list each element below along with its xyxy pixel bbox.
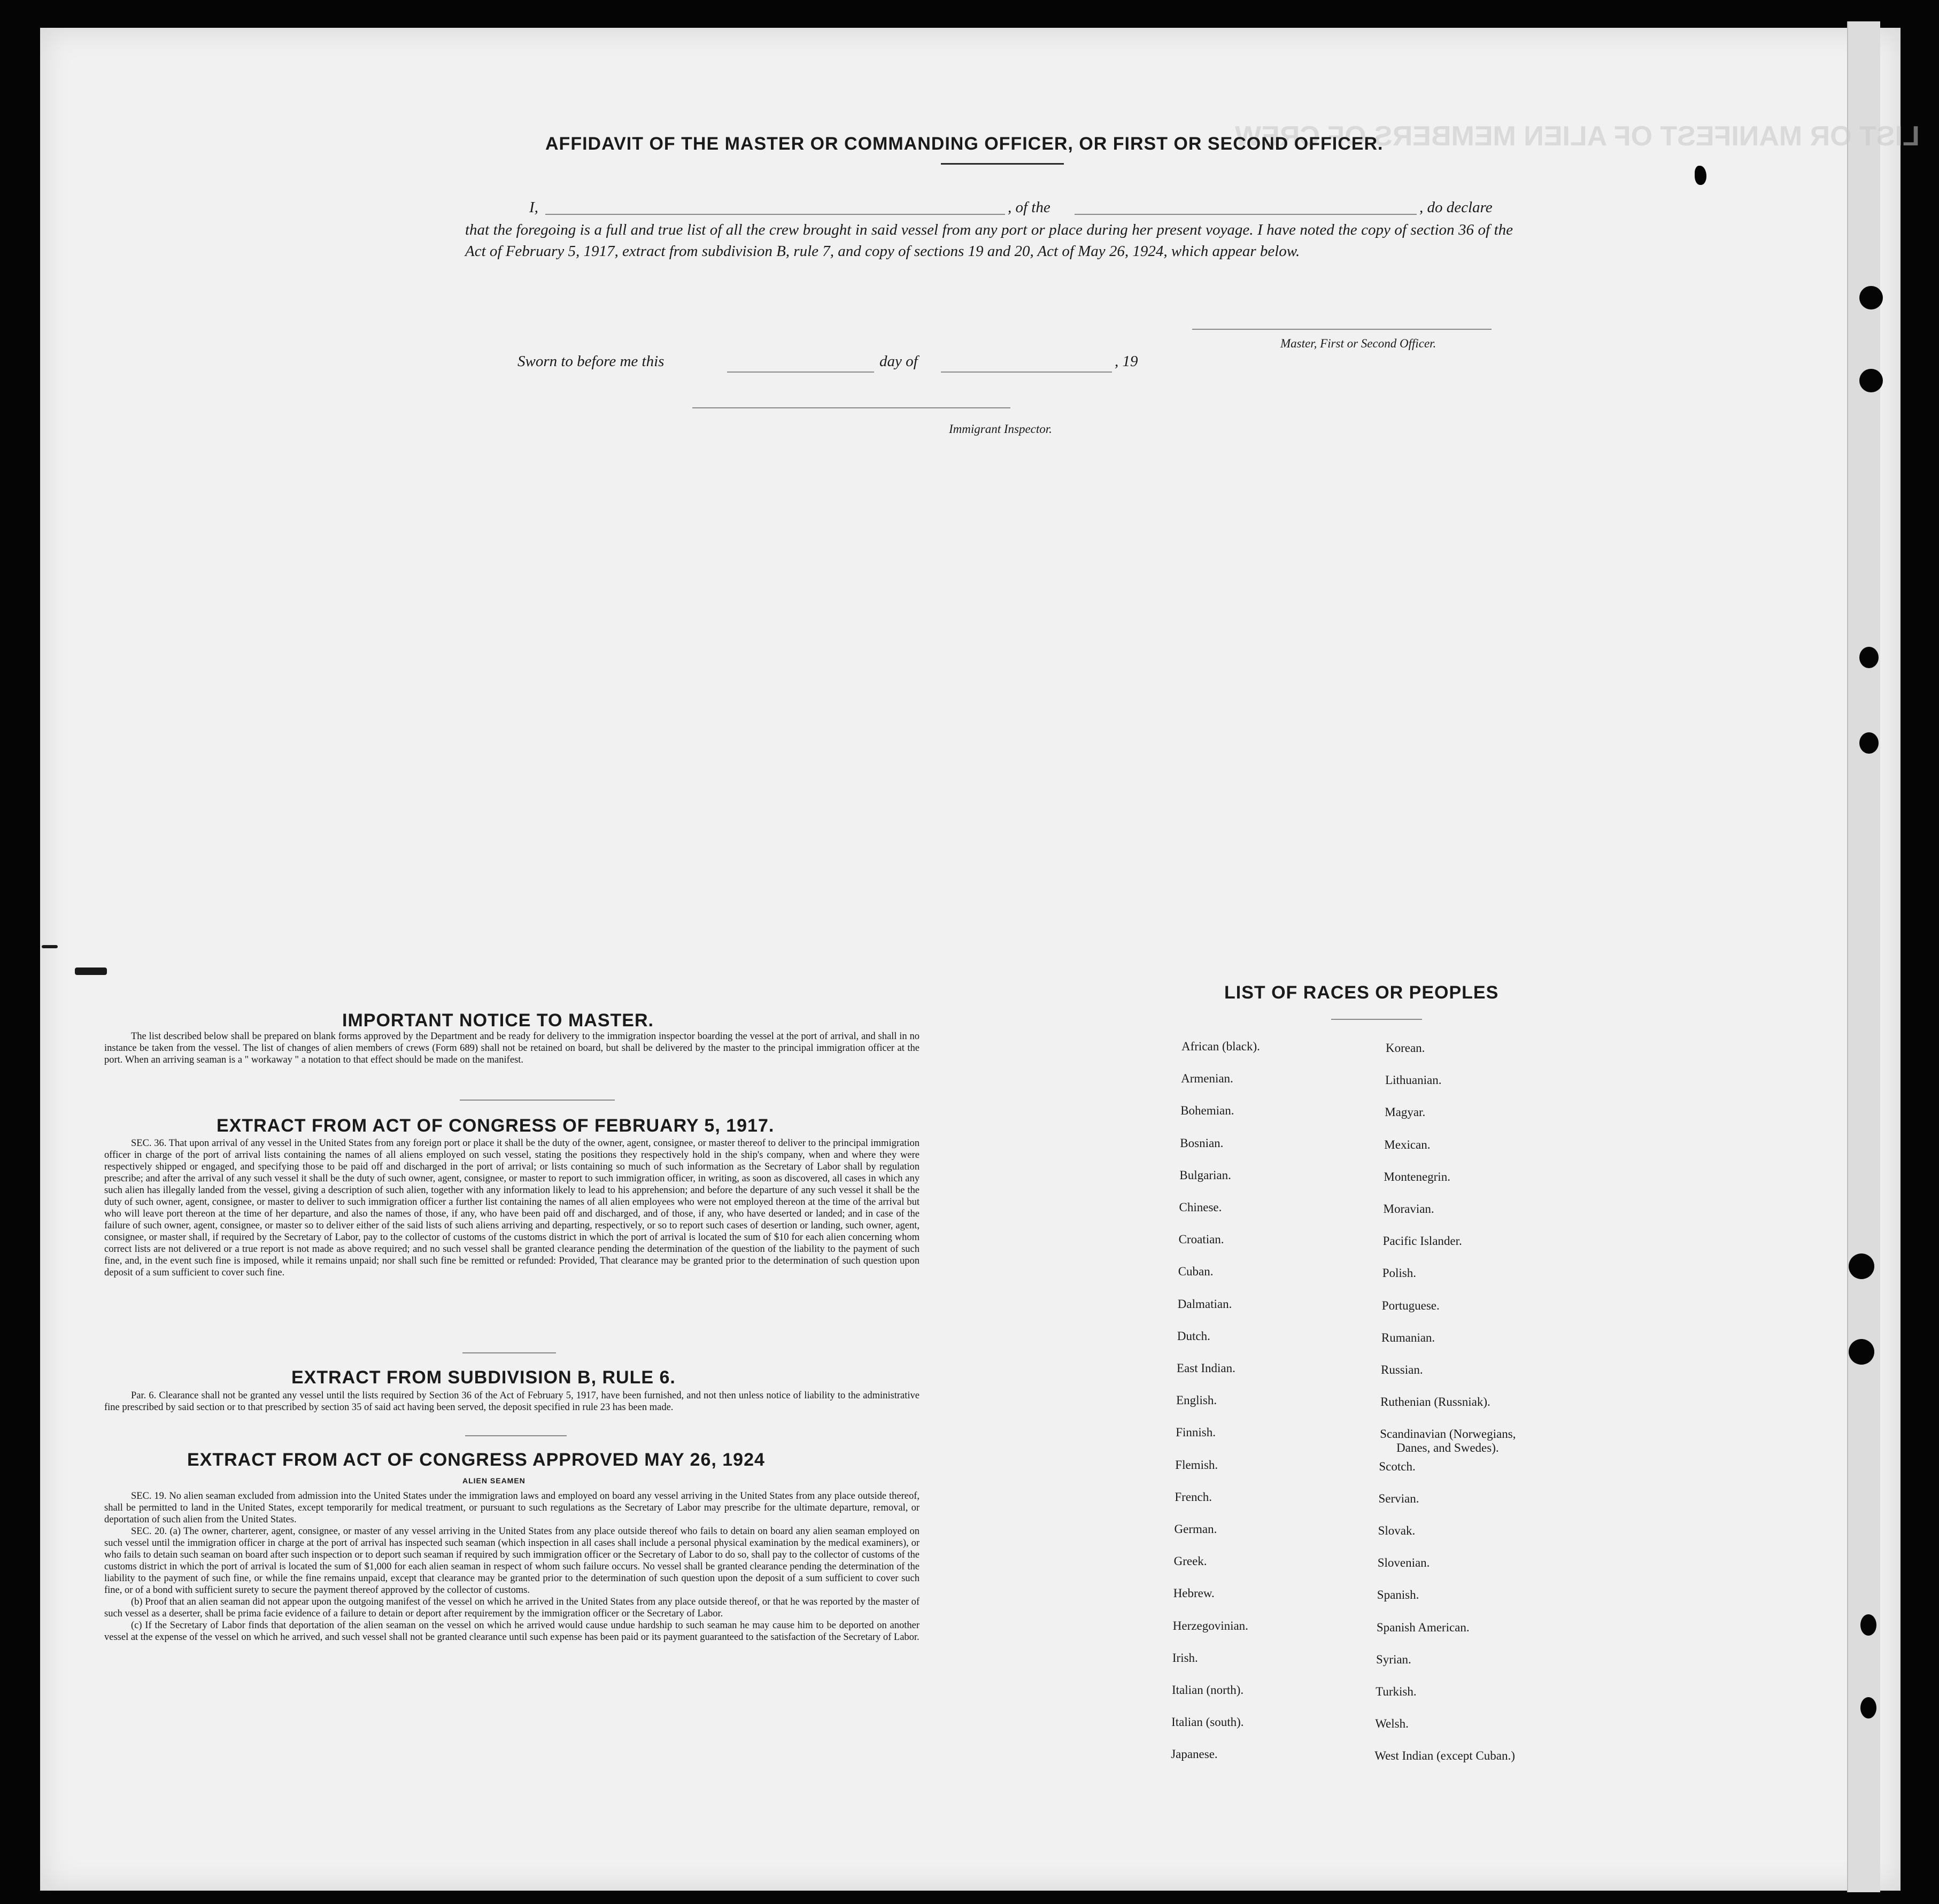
race-right-item: Korean. [1386, 1041, 1425, 1055]
affidavit-of-the-label: , of the [1008, 199, 1050, 216]
punch-hole [1849, 1339, 1874, 1365]
name-blank [545, 214, 1005, 215]
race-right-item: Ruthenian (Russniak). [1380, 1395, 1490, 1409]
sworn-day-blank [727, 371, 874, 373]
race-right-item: Pacific Islander. [1382, 1234, 1462, 1248]
punch-hole [1859, 369, 1883, 392]
notice-paragraph: The list described below shall be prepared on blank forms approved by the Department and be ready for delivery to the immigration inspector boarding the vessel at the port of arrival, and shall in no instance be taken from the vessel. The list of changes of alien members of crews (Form 689) shall not be retained on board, but shall be delivered by the master to the principal immigration officer at the port. When an arriving seaman is a " workaway " a notation to that effect should be made on the manifest. [104, 1031, 920, 1065]
affidavit-title: AFFIDAVIT OF THE MASTER OR COMMANDING OFFICER, OR FIRST OR SECOND OFFICER. [545, 134, 1384, 154]
race-right-item: Syrian. [1376, 1652, 1411, 1666]
vessel-blank [1075, 214, 1417, 215]
section-20c-paragraph: (c) If the Secretary of Labor finds that deportation of the alien seaman on the vessel on which he arrived would cause undue hardship to such seaman he may cause him to be deported on another vessel at the expense of the vessel on which he arrived, and such vessel shall not be granted clearance until such expense has been paid or its payment guaranteed to the satisfaction of the Secretary of Labor. [104, 1620, 920, 1643]
section-20a-paragraph: SEC. 20. (a) The owner, charterer, agent, consignee, or master of any vessel arriving in the United States from any place outside thereof who fails to detain on board any alien seaman employed on such vessel until the immigration officer in charge at the port of arrival has inspected such seaman (which inspection in all cases shall include a personal physical examination by the medical examiners), or who fails to detain such seaman on board after such inspection or to deport such seaman if required by such immigration officer or the Secretary of Labor to do so, shall pay to the collector of customs of the customs district in which the port of arrival is located the sum of $1,000 for each alien seaman in respect of whom such failure occurs. No vessel shall be granted clearance pending the determination of the liability to the payment of such fine, or while the fine remains unpaid, except that clearance may be granted prior to the determination of such question upon the deposit of a sum sufficient to cover such fine, or of a bond with sufficient surety to secure the payment thereof approved by the collector of customs. [104, 1526, 920, 1596]
race-left-item: Flemish. [1175, 1458, 1218, 1472]
ink-mark [42, 945, 58, 948]
race-right-item: Moravian. [1383, 1202, 1434, 1216]
race-right-item: Slovenian. [1377, 1556, 1430, 1570]
extract-1924-title: EXTRACT FROM ACT OF CONGRESS APPROVED MAY 26, 1924 [187, 1450, 765, 1470]
races-title: LIST OF RACES OR PEOPLES [1224, 982, 1499, 1003]
race-left-item: Bulgarian. [1179, 1168, 1231, 1182]
section-divider [460, 1100, 615, 1101]
race-right-item: Slovak. [1378, 1524, 1416, 1537]
extract-rule6-title: EXTRACT FROM SUBDIVISION B, RULE 6. [291, 1367, 676, 1388]
race-right-item: Russian. [1381, 1363, 1423, 1376]
race-left-item: Chinese. [1179, 1201, 1222, 1214]
race-right-item: Magyar. [1385, 1105, 1426, 1119]
race-right-item: Scandinavian (Norwegians, [1380, 1427, 1516, 1441]
year-label: , 19 [1115, 353, 1138, 370]
race-right-item: Spanish. [1377, 1588, 1419, 1602]
punch-hole [1860, 1614, 1876, 1636]
race-left-item: Japanese. [1171, 1747, 1218, 1761]
sworn-label: Sworn to before me this [517, 353, 665, 370]
race-left-item: Cuban. [1178, 1265, 1214, 1279]
extract-rule6-text [104, 1390, 920, 1413]
race-right-item: Mexican. [1384, 1137, 1431, 1151]
race-left-item: Italian (north). [1172, 1683, 1244, 1697]
race-right-item: Lithuanian. [1385, 1073, 1442, 1087]
section-36-paragraph: SEC. 36. That upon arrival of any vessel in the United States from any foreign port or place it shall be the duty of the owner, agent, consignee, or master thereof to deliver to the principal immigration officer in charge of the port of arrival lists containing the names of all aliens employed on such vessel, stating the positions they respectively hold in the ship's company, when and where they were respectively shipped or engaged, and specifying those to be paid off and discharged in the port of arrival; or lists containing so much of such information as the Secretary of Labor shall by regulation prescribe; and after the arrival of any such vessel it shall be the duty of such owner, agent, consignee, or master to report to such immigration officer, in writing, as soon as discovered, all cases in which any such alien has illegally landed from the vessel, giving a description of such alien, together with any information likely to lead to his apprehension; and before the departure of any such vessel it shall be the duty of such owner, agent, consignee, or master to deliver to such immigration officer a further list containing the names of all alien employees who were not employed thereon at the time of the arrival but who will leave port thereon at the time of her departure, and also the names of those, if any, who have been paid off and discharged, and of those, if any, who have deserted or landed; and in case of the failure of such owner, agent, consignee, or master so to deliver either of the said lists of such aliens arriving and departing, respectively, or so to report such cases of desertion or landing, such owner, agent, consignee, or master shall, if required by the Secretary of Labor, pay to the collector of customs of the customs district in which the port of arrival is located the sum of $10 for each alien concerning whom correct lists are not delivered or a true report is not made as above required; and no such vessel shall be granted clearance pending the determination of the question of the liability to the payment of such fine, and, in the event such fine is imposed, while it remains unpaid; nor shall such fine be remitted or refunded: Provided, That clearance may be granted prior to the determination of such question upon deposit of a sum sufficient to cover such fine. [104, 1138, 920, 1278]
race-right-item: Portuguese. [1381, 1298, 1440, 1312]
inspector-label: Immigrant Inspector. [949, 422, 1052, 436]
title-underline [941, 163, 1064, 165]
paragraph-6: Par. 6. Clearance shall not be granted any vessel until the lists required by Section 36 of the Act of February 5, 1917, have been furnished, and not then unless notice of liability to the administrative fine prescribed by said section or to that prescribed by section 35 of said act having been served, the deposit specified in rule 23 has been made. [104, 1390, 920, 1413]
race-left-item: Italian (south). [1171, 1715, 1244, 1729]
day-of-label: day of [879, 353, 918, 370]
race-right-item: Welsh. [1375, 1717, 1409, 1731]
punch-hole [1849, 1253, 1874, 1279]
race-left-item: East Indian. [1177, 1361, 1235, 1375]
race-left-item: Greek. [1173, 1554, 1207, 1568]
race-right-item: Spanish American. [1376, 1620, 1470, 1634]
inspector-signature-line [692, 407, 1010, 408]
section-19-paragraph: SEC. 19. No alien seaman excluded from admission into the United States under the immigration laws and employed on board any vessel arriving in the United States from any place outside thereof, shall be permitted to land in the United States, except temporarily for medical treatment, or pursuant to such regulations as the Secretary of Labor may prescribe for the ultimate departure, removal, or deportation of such alien from the United States. [104, 1491, 920, 1525]
punch-hole [1860, 1697, 1876, 1719]
punch-hole [1859, 732, 1879, 754]
alien-seamen-subtitle: ALIEN SEAMEN [462, 1476, 526, 1485]
race-right-item: Scotch. [1379, 1459, 1416, 1473]
races-title-underline [1331, 1019, 1422, 1020]
bleed-through-heading: LIST OR MANIFEST OF ALIEN MEMBERS OF CREW [1235, 121, 1920, 152]
notice-text [104, 1031, 920, 1066]
ink-mark [75, 968, 107, 975]
race-left-item: English. [1176, 1394, 1217, 1407]
race-left-item: German. [1174, 1522, 1217, 1536]
notice-title: IMPORTANT NOTICE TO MASTER. [342, 1010, 654, 1031]
affidavit-body: that the foregoing is a full and true list of all the crew brought in said vessel from any port or place during her present voyage. I have noted the copy of section 36 of the Act of February 5, 1917, extract from subdivision B, rule 7, and copy of sections 19 and 20, Act of May 26, 1924, which appear below. [465, 221, 1513, 260]
affidavit-i-label: I, [529, 199, 538, 216]
race-left-item: African (black). [1181, 1040, 1260, 1053]
punch-hole [1859, 647, 1879, 668]
sworn-month-blank [941, 371, 1112, 373]
race-right-item: Montenegrin. [1384, 1170, 1450, 1183]
punch-hole [1859, 286, 1883, 309]
race-right-item: West Indian (except Cuban.) [1374, 1749, 1515, 1763]
section-divider [462, 1352, 556, 1353]
race-left-item: Croatian. [1178, 1233, 1224, 1247]
race-left-item: Armenian. [1181, 1072, 1233, 1086]
race-left-item: Hebrew. [1173, 1586, 1215, 1600]
punch-hole [1695, 166, 1706, 185]
extract-1924-text [104, 1490, 920, 1643]
race-left-item: Bosnian. [1180, 1136, 1224, 1150]
race-left-item: Herzegovinian. [1172, 1619, 1248, 1632]
race-left-item: Dalmatian. [1177, 1297, 1232, 1311]
master-signature-label: Master, First or Second Officer. [1280, 337, 1436, 350]
affidavit-declare-label: , do declare [1419, 199, 1493, 216]
section-20b-paragraph: (b) Proof that an alien seaman did not appear upon the outgoing manifest of the vessel on which he arrived in the United States from any place outside thereof, or that he was reported by the master of such vessel as a deserter, shall be prima facie evidence of a failure to detain or deport after requirement by the immigration officer or the Secretary of Labor. [104, 1597, 920, 1619]
race-right-item: Danes, and Swedes). [1396, 1441, 1499, 1455]
race-right-item: Polish. [1382, 1266, 1416, 1280]
extract-1917-title: EXTRACT FROM ACT OF CONGRESS OF FEBRUARY 5, 1917. [217, 1116, 775, 1136]
extract-1917-text [104, 1137, 920, 1279]
master-signature-line [1192, 329, 1492, 330]
race-right-item: Rumanian. [1381, 1330, 1435, 1344]
race-left-item: French. [1175, 1490, 1212, 1504]
race-right-item: Servian. [1378, 1491, 1419, 1505]
race-left-item: Dutch. [1177, 1329, 1210, 1343]
race-right-item: Turkish. [1376, 1685, 1417, 1698]
race-left-item: Bohemian. [1180, 1104, 1234, 1118]
race-left-item: Irish. [1172, 1651, 1198, 1665]
race-left-item: Finnish. [1176, 1426, 1216, 1439]
section-divider [465, 1435, 567, 1436]
